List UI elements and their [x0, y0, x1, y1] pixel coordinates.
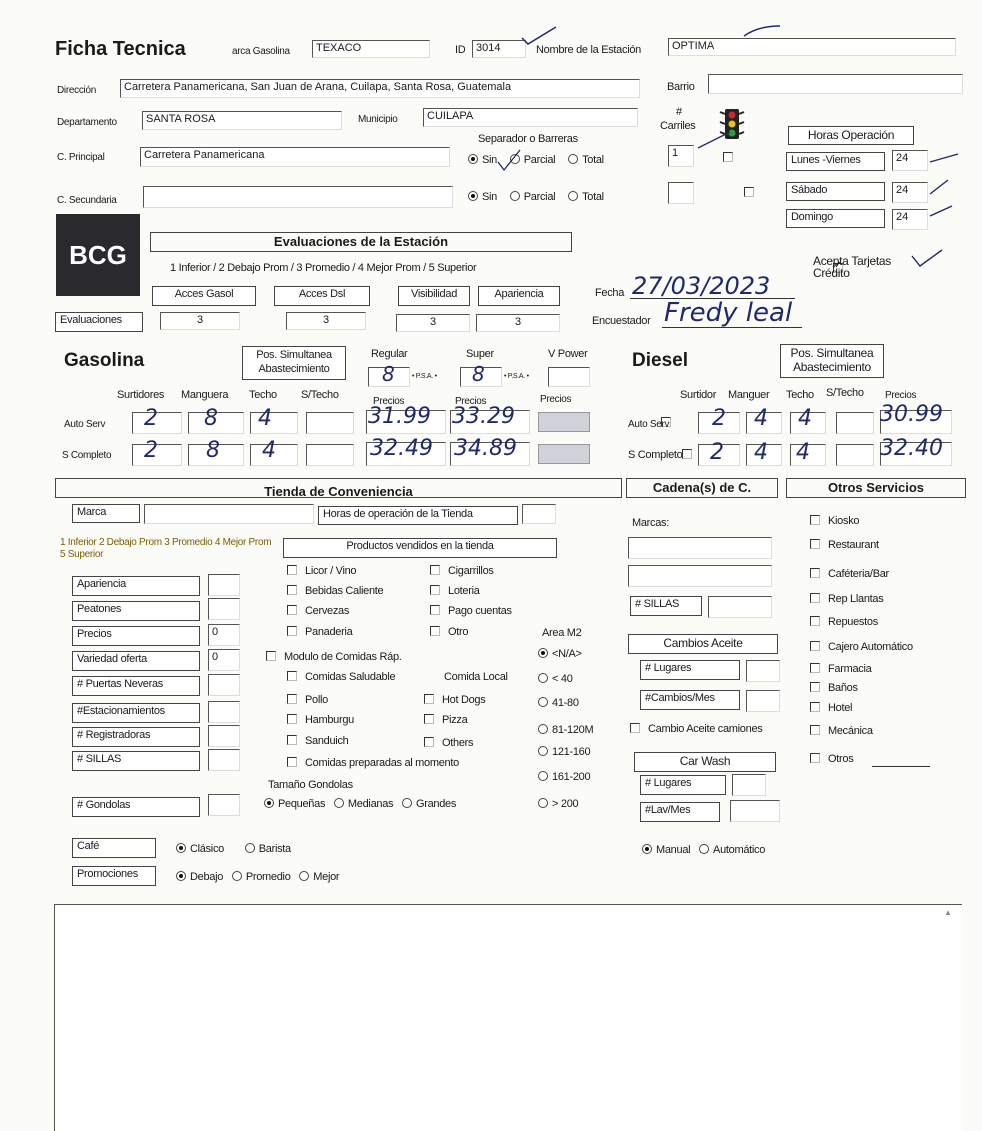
- tienda-marca-field[interactable]: [144, 504, 314, 524]
- prod-bebidas[interactable]: Bebidas Caliente: [287, 585, 383, 597]
- diesel-auto-precio: 30.99: [880, 402, 943, 427]
- principal-label: C. Principal: [57, 152, 105, 163]
- auto-surtidores-value: 2: [144, 406, 158, 431]
- tienda-horas-field[interactable]: [522, 504, 556, 524]
- apariencia-value[interactable]: 3: [476, 314, 560, 332]
- tarjetas-label: Acepta Tarjetas Crédito: [813, 254, 891, 280]
- sabado-label: Sábado: [786, 182, 885, 201]
- otros-kiosko[interactable]: Kiosko: [810, 515, 859, 527]
- row-gondolas-field[interactable]: [208, 794, 240, 816]
- aceite-lugares-field[interactable]: [746, 660, 780, 682]
- row-registradoras: # Registradoras: [72, 727, 200, 747]
- barrio-field[interactable]: [708, 74, 963, 94]
- regular-value: 8: [382, 362, 395, 386]
- apariencia-label: Apariencia: [478, 286, 560, 306]
- check-mark-icon: [696, 130, 732, 152]
- row-precios: Precios: [72, 626, 200, 646]
- prod-cervezas[interactable]: Cervezas: [287, 605, 349, 617]
- comp-stecho-field[interactable]: [306, 444, 354, 466]
- col-techo: Techo: [249, 389, 277, 401]
- barreras-row-1: Sin Parcial Total: [468, 154, 604, 166]
- prod-panaderia[interactable]: Panaderia: [287, 626, 352, 638]
- id-label: ID: [455, 44, 466, 56]
- acces-dsl-value[interactable]: 3: [286, 312, 366, 330]
- encuestador-underline: [662, 327, 802, 328]
- diesel-auto-stecho-field[interactable]: [836, 412, 874, 434]
- carriles-checkbox-2[interactable]: [744, 187, 754, 197]
- otros-llantas[interactable]: Rep Llantas: [810, 593, 883, 605]
- check-mark-icon: [928, 150, 960, 230]
- principal-field[interactable]: Carretera Panamericana: [140, 147, 450, 167]
- diesel-auto-label: Auto Serv: [628, 419, 670, 430]
- nombre-field[interactable]: OPTIMA: [668, 38, 956, 56]
- tienda-title: Tienda de Conveniencia: [55, 478, 622, 498]
- col-surtidor: Surtidor: [680, 389, 717, 401]
- marcas-field-1[interactable]: [628, 537, 772, 559]
- row-apariencia-field[interactable]: [208, 574, 240, 596]
- fecha-value[interactable]: 27/03/2023: [632, 272, 771, 300]
- auto-regular-value: 31.99: [368, 404, 431, 429]
- cadena-sillas-label: # SILLAS: [630, 596, 702, 616]
- prod-licor[interactable]: Licor / Vino: [287, 565, 356, 577]
- barreras-title: Separador o Barreras: [478, 133, 578, 145]
- horas-title: Horas Operación: [788, 126, 914, 145]
- diesel-comp-mang: 4: [754, 440, 768, 465]
- super-label: Super: [466, 348, 494, 360]
- row-neveras: # Puertas Neveras: [72, 676, 200, 696]
- carriles-field[interactable]: 1: [668, 145, 694, 167]
- cafe-label: Café: [72, 838, 156, 858]
- area-title: Area M2: [542, 627, 582, 639]
- encuestador-label: Encuestador: [592, 315, 651, 327]
- row-peatones-field[interactable]: [208, 598, 240, 620]
- comp-manguera-value: 8: [206, 438, 220, 463]
- medianas-radio[interactable]: [334, 798, 344, 808]
- precios-diesel: Precios: [885, 390, 917, 401]
- col-stecho: S/Techo: [301, 389, 339, 401]
- auto-techo-value: 4: [258, 406, 272, 431]
- acces-dsl-label: Acces Dsl: [274, 286, 370, 306]
- evaluaciones-row-label: Evaluaciones: [55, 312, 143, 332]
- otros-repuestos[interactable]: Repuestos: [810, 616, 878, 628]
- row-registradoras-field[interactable]: [208, 725, 240, 747]
- food-pollo[interactable]: Pollo: [287, 694, 328, 706]
- direccion-field[interactable]: Carretera Panamericana, San Juan de Arana, Cuilapa, Santa Rosa, Guatemala: [120, 79, 640, 98]
- diesel-auto-surt: 2: [712, 406, 726, 431]
- pequenas-radio[interactable]: [264, 798, 274, 808]
- gondolas-options: Pequeñas Medianas Grandes: [264, 798, 456, 810]
- secundaria-label: C. Secundaria: [57, 195, 117, 206]
- comp-techo-value: 4: [262, 438, 276, 463]
- row-estacionamientos-field[interactable]: [208, 701, 240, 723]
- area-200[interactable]: > 200: [538, 798, 578, 810]
- gasolina-title: Gasolina: [64, 350, 145, 371]
- row-precios-field[interactable]: 0: [208, 624, 240, 646]
- precios-regular: Precios: [373, 396, 405, 407]
- diesel-comp-precio: 32.40: [880, 436, 943, 461]
- area-161-200[interactable]: 161-200: [538, 771, 590, 783]
- municipio-label: Municipio: [358, 114, 398, 125]
- cadena-sillas-field[interactable]: [708, 596, 772, 618]
- departamento-field[interactable]: SANTA ROSA: [142, 111, 342, 130]
- cambios-aceite-title: Cambios Aceite: [628, 634, 778, 654]
- diesel-comp-techo: 4: [796, 440, 810, 465]
- area-na[interactable]: <N/A>: [538, 648, 582, 660]
- promociones-options: Debajo Promedio Mejor: [176, 871, 339, 883]
- food-hamburgu[interactable]: Hamburgu: [287, 714, 354, 726]
- tienda-horas-label: Horas de operación de la Tienda: [318, 506, 518, 525]
- auto-manguera-value: 8: [204, 406, 218, 431]
- diesel-comp-surt: 2: [710, 440, 724, 465]
- domingo-field[interactable]: 24: [892, 209, 928, 230]
- acces-gasol-value[interactable]: 3: [160, 312, 240, 330]
- aceite-camiones[interactable]: Cambio Aceite camiones: [630, 723, 762, 735]
- productos-title: Productos vendidos en la tienda: [283, 538, 557, 558]
- area-41-80[interactable]: 41-80: [538, 697, 579, 709]
- otros-hotel[interactable]: Hotel: [810, 702, 852, 714]
- col-stecho-diesel: S/Techo: [826, 387, 864, 399]
- mejor-radio[interactable]: [299, 871, 309, 881]
- auto-vpower-field[interactable]: [538, 412, 590, 432]
- grandes-radio[interactable]: [402, 798, 412, 808]
- evaluaciones-title: Evaluaciones de la Estación: [150, 232, 572, 252]
- diesel-comp-stecho-field[interactable]: [836, 444, 874, 466]
- regular-psa: • P.S.A. •: [412, 373, 437, 380]
- col-manguer: Manguer: [728, 389, 770, 401]
- otros-cajero[interactable]: Cajero Automático: [810, 641, 913, 653]
- cambios-mes-label: #Cambios/Mes: [640, 690, 740, 710]
- food-others[interactable]: Others: [424, 737, 473, 749]
- scroll-up-icon[interactable]: ▲: [944, 908, 952, 917]
- municipio-field[interactable]: CUILAPA: [423, 108, 638, 127]
- area-121-160[interactable]: 121-160: [538, 746, 590, 758]
- acces-gasol-label: Acces Gasol: [152, 286, 256, 306]
- carriles-label: Carriles: [660, 120, 696, 132]
- check-mark-icon: [496, 148, 522, 172]
- otros-underline: [872, 766, 930, 767]
- marca-field[interactable]: TEXACO: [312, 40, 430, 58]
- promociones-label: Promociones: [72, 866, 156, 886]
- row-neveras-field[interactable]: [208, 674, 240, 696]
- row-variedad: Variedad oferta: [72, 651, 200, 671]
- comida-local-label: Comida Local: [444, 671, 508, 683]
- otros-cafeteria[interactable]: Caféteria/Bar: [810, 568, 889, 580]
- modulo-comidas[interactable]: Modulo de Comidas Ráp.: [266, 651, 402, 663]
- food-pizza[interactable]: Pizza: [424, 714, 467, 726]
- cambios-mes-field[interactable]: [746, 690, 780, 712]
- col-manguera: Manguera: [181, 389, 229, 401]
- prod-pago[interactable]: Pago cuentas: [430, 605, 512, 617]
- diesel-auto-techo: 4: [798, 406, 812, 431]
- barreras-row-2: Sin Parcial Total: [468, 191, 604, 203]
- diesel-completo-label: S Completo: [628, 449, 683, 461]
- check-mark-icon: [910, 248, 944, 268]
- wash-options: Manual Automático: [642, 844, 765, 856]
- marcas-label: Marcas:: [632, 517, 670, 529]
- prod-loteria[interactable]: Loteria: [430, 585, 480, 597]
- comp-regular-value: 32.49: [370, 436, 433, 461]
- parcial-radio-2[interactable]: [510, 191, 520, 201]
- cw-lugares-field[interactable]: [732, 774, 766, 796]
- food-sanduich[interactable]: Sanduich: [287, 735, 348, 747]
- area-40[interactable]: < 40: [538, 673, 573, 685]
- carriles-hash: #: [676, 106, 682, 118]
- lunes-field[interactable]: 24: [892, 150, 928, 171]
- sin-radio[interactable]: [468, 154, 478, 164]
- vpower-label: V Power: [548, 348, 588, 360]
- form-title: Ficha Tecnica: [55, 38, 186, 60]
- encuestador-value[interactable]: Fredy leal: [664, 298, 793, 328]
- nombre-label: Nombre de la Estación: [536, 44, 641, 56]
- row-apariencia: Apariencia: [72, 576, 200, 596]
- diesel-title: Diesel: [632, 350, 688, 371]
- visibilidad-value[interactable]: 3: [396, 314, 470, 332]
- total-radio[interactable]: [568, 154, 578, 164]
- otros-mecanica[interactable]: Mecánica: [810, 725, 873, 737]
- notes-area[interactable]: [54, 904, 962, 1131]
- diesel-pos-sim: Pos. Simultanea Abastecimiento: [780, 344, 884, 378]
- prod-cigarrillos[interactable]: Cigarrillos: [430, 565, 494, 577]
- gondolas-title: Tamaño Gondolas: [268, 779, 353, 791]
- row-estacionamientos: #Estacionamientos: [72, 703, 200, 723]
- tienda-scale: 1 Inferior 2 Debajo Prom 3 Promedio 4 Mejor Prom 5 Superior: [60, 537, 272, 560]
- barrio-label: Barrio: [667, 81, 695, 93]
- col-surtidores: Surtidores: [117, 389, 165, 401]
- marca-label: arca Gasolina: [232, 46, 290, 57]
- food-hotdogs[interactable]: Hot Dogs: [424, 694, 485, 706]
- otros-banos[interactable]: Baños: [810, 682, 858, 694]
- otros-restaurant[interactable]: Restaurant: [810, 539, 879, 551]
- vpower-field[interactable]: [548, 367, 590, 387]
- diesel-auto-mang: 4: [754, 406, 768, 431]
- evaluaciones-scale: 1 Inferior / 2 Debajo Prom / 3 Promedio / 4 Mejor Prom / 5 Superior: [170, 262, 477, 274]
- row-variedad-field[interactable]: 0: [208, 649, 240, 671]
- comp-surtidores-value: 2: [144, 438, 158, 463]
- comidas-preparadas[interactable]: Comidas preparadas al momento: [287, 757, 459, 769]
- debajo-radio[interactable]: [176, 871, 186, 881]
- precios-vpower: Precios: [540, 394, 572, 405]
- aceite-lugares-label: # Lugares: [640, 660, 740, 680]
- super-value: 8: [472, 362, 485, 386]
- lav-mes-field[interactable]: [730, 800, 780, 822]
- cadena-title: Cadena(s) de C.: [626, 478, 778, 498]
- secundaria-field[interactable]: [143, 186, 453, 208]
- comp-vpower-field[interactable]: [538, 444, 590, 464]
- carriles-field-2[interactable]: [668, 182, 694, 204]
- marcas-field-2[interactable]: [628, 565, 772, 587]
- row-sillas-field[interactable]: [208, 749, 240, 771]
- otros-farmacia[interactable]: Farmacia: [810, 663, 871, 675]
- fecha-label: Fecha: [595, 287, 625, 299]
- manual-radio[interactable]: [642, 844, 652, 854]
- prod-otro[interactable]: Otro: [430, 626, 468, 638]
- total-radio-2[interactable]: [568, 191, 578, 201]
- auto-serv-label: Auto Serv: [64, 419, 106, 430]
- col-techo-diesel: Techo: [786, 389, 814, 401]
- comp-vpower-checkbox[interactable]: [682, 449, 692, 459]
- comidas-saludable[interactable]: Comidas Saludable: [287, 671, 395, 683]
- otros-title: Otros Servicios: [786, 478, 966, 498]
- carriles-checkbox[interactable]: [723, 152, 733, 162]
- auto-stecho-field[interactable]: [306, 412, 354, 434]
- id-field[interactable]: 3014: [472, 40, 526, 58]
- row-gondolas: # Gondolas: [72, 797, 200, 817]
- auto-super-value: 33.29: [452, 404, 515, 429]
- row-peatones: Peatones: [72, 601, 200, 621]
- domingo-label: Domingo: [786, 209, 885, 228]
- promedio-radio[interactable]: [232, 871, 242, 881]
- automatico-radio[interactable]: [699, 844, 709, 854]
- gasolina-pos-sim: Pos. Simultanea Abastecimiento: [242, 346, 346, 380]
- check-mark-icon: [520, 24, 560, 46]
- super-psa: • P.S.A. •: [504, 373, 529, 380]
- departamento-label: Departamento: [57, 117, 117, 128]
- area-81-120[interactable]: 81-120M: [538, 724, 593, 736]
- regular-label: Regular: [371, 348, 408, 360]
- lunes-label: Lunes -Viernes: [786, 152, 885, 171]
- check-mark-icon: [742, 24, 782, 40]
- row-sillas: # SILLAS: [72, 751, 200, 771]
- cafe-options: Clásico Barista: [176, 843, 291, 855]
- s-completo-label: S Completo: [62, 450, 112, 461]
- comp-super-value: 34.89: [454, 436, 517, 461]
- direccion-label: Dirección: [57, 85, 96, 96]
- otros-otros[interactable]: Otros: [810, 753, 853, 765]
- tienda-marca-label: Marca: [72, 504, 140, 523]
- sin-radio-2[interactable]: [468, 191, 478, 201]
- clasico-radio[interactable]: [176, 843, 186, 853]
- visibilidad-label: Visibilidad: [398, 286, 470, 306]
- barista-radio[interactable]: [245, 843, 255, 853]
- bcg-logo: BCG: [56, 214, 140, 296]
- cw-lugares-label: # Lugares: [640, 775, 726, 795]
- precios-super: Precios: [455, 396, 487, 407]
- car-wash-title: Car Wash: [634, 752, 776, 772]
- lav-mes-label: #Lav/Mes: [640, 802, 720, 822]
- sabado-field[interactable]: 24: [892, 182, 928, 203]
